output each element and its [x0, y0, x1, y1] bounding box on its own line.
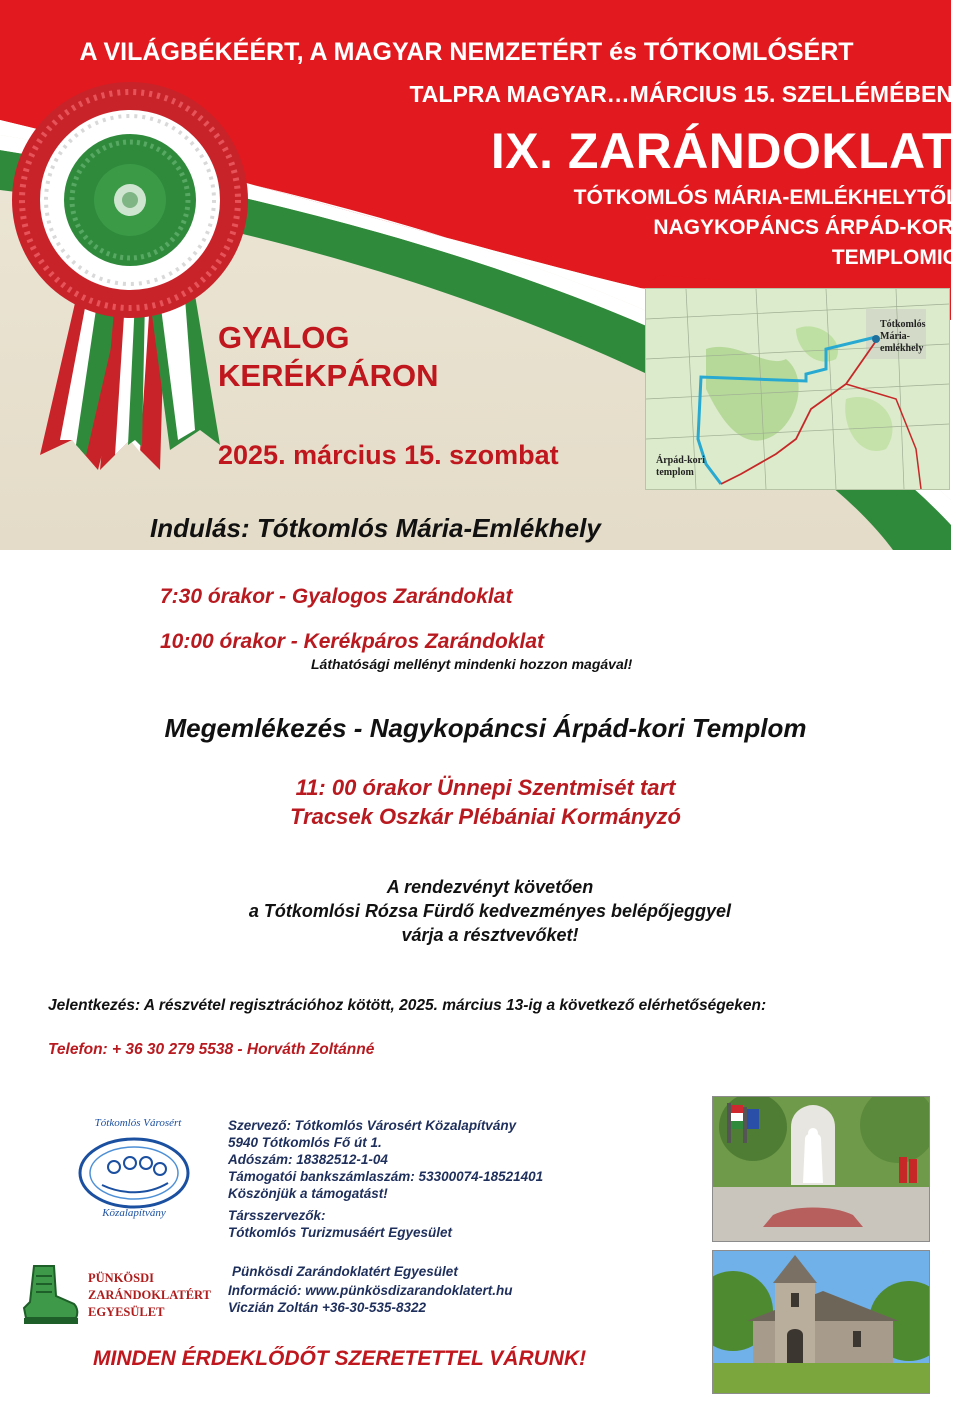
- partner-name: Pünkösdi Zarándoklatért Egyesület: [232, 1264, 458, 1279]
- route-line-2: NAGYKOPÁNCS ÁRPÁD-KORI: [653, 216, 959, 239]
- bike-time: 10:00 órakor - Kerékpáros Zarándoklat: [160, 630, 544, 653]
- mass-line-2: Tracsek Oszkár Plébániai Kormányzó: [290, 804, 681, 829]
- memorial-heading: Megemlékezés - Nagykopáncsi Árpád-kori Templom: [164, 713, 807, 743]
- organizer-address: 5940 Tótkomlós Fő út 1.: [228, 1135, 382, 1150]
- route-line-3: TEMPLOMIG: [831, 246, 959, 269]
- route-line-1: TÓTKOMLÓS MÁRIA-EMLÉKHELYTŐL: [573, 186, 959, 209]
- organizer-tax-number: Adószám: 18382512-1-04: [228, 1152, 388, 1167]
- event-date: 2025. március 15. szombat: [218, 440, 559, 470]
- registration-text: Jelentkezés: A részvétel regisztrációhoz kötött, 2025. március 13-ig a következő elérhetőségeken:: [48, 997, 767, 1014]
- logo-text-top: Tótkomlós Városért: [94, 1117, 182, 1129]
- footer-invitation: MINDEN ÉRDEKLŐDŐT SZERETETTEL VÁRUNK!: [93, 1347, 587, 1370]
- church-photo: [712, 1250, 930, 1394]
- map-label-start-2: Mária-emlékhely: [880, 331, 924, 354]
- map-label-start-1: Tótkomlós: [880, 319, 926, 330]
- organizer-logo: [78, 1115, 190, 1227]
- partner-website: Információ: www.pünkösdizarandoklatert.hu: [228, 1283, 513, 1298]
- map-label-start: [880, 319, 949, 355]
- cockade-rosette-icon: [12, 82, 248, 318]
- logo-text-bottom: Közalapítvány: [102, 1207, 166, 1219]
- after-line-1: A rendezvényt követően: [386, 877, 594, 897]
- partner-logo-line-3: EGYESÜLET: [88, 1305, 165, 1319]
- registration-phone: Telefon: + 36 30 279 5538 - Horváth Zoltánné: [48, 1041, 375, 1058]
- co-organizers-label: Társszervezők:: [228, 1208, 326, 1223]
- mode-bike: KERÉKPÁRON: [218, 358, 439, 393]
- poster-header: [0, 0, 959, 550]
- memorial-site-photo: [712, 1096, 930, 1242]
- vest-note: Láthatósági mellényt mindenki hozzon magával!: [311, 656, 633, 672]
- mode-walk: GYALOG: [218, 320, 350, 355]
- co-organizer-name: Tótkomlós Turizmusáért Egyesület: [228, 1225, 453, 1240]
- hiking-boot-icon: [20, 1262, 80, 1326]
- organizer-line-1: Szervező: Tótkomlós Városért Közalapítvány: [228, 1118, 517, 1133]
- header-line-2: TALPRA MAGYAR…MÁRCIUS 15. SZELLÉMÉBEN: [409, 81, 953, 107]
- partner-logo-line-1: PÜNKÖSDI: [88, 1271, 154, 1285]
- departure-heading: Indulás: Tótkomlós Mária-Emlékhely: [150, 513, 601, 543]
- partner-logo: [20, 1262, 80, 1326]
- map-label-end-1: Árpád-kori: [656, 455, 705, 466]
- after-line-2: a Tótkomlósi Rózsa Fürdő kedvezményes belépőjeggyel: [248, 901, 732, 921]
- header-line-1: A VILÁGBÉKÉÉRT, A MAGYAR NEMZETÉRT és TÓTKOMLÓSÉRT: [79, 38, 854, 66]
- mass-line-1: 11: 00 órakor Ünnepi Szentmisét tart: [295, 775, 676, 800]
- partner-contact: Viczián Zoltán +36-30-535-8322: [228, 1300, 426, 1315]
- poster-title: IX. ZARÁNDOKLAT: [490, 123, 953, 179]
- walk-time: 7:30 órakor - Gyalogos Zarándoklat: [160, 585, 513, 608]
- after-line-3: várja a résztvevőket!: [401, 925, 579, 945]
- arpad-era-church-image: [713, 1251, 929, 1393]
- organizer-thanks: Köszönjük a támogatást!: [228, 1186, 388, 1201]
- organizer-bank-account: Támogatói bankszámlaszám: 53300074-18521401: [228, 1169, 544, 1184]
- route-map: [645, 288, 950, 490]
- partner-logo-line-2: ZARÁNDOKLATÉRT: [88, 1288, 211, 1302]
- map-label-end: [656, 455, 705, 479]
- mary-statue-image: [713, 1097, 929, 1241]
- map-label-end-2: templom: [656, 467, 694, 478]
- partner-logo-text: [88, 1270, 211, 1321]
